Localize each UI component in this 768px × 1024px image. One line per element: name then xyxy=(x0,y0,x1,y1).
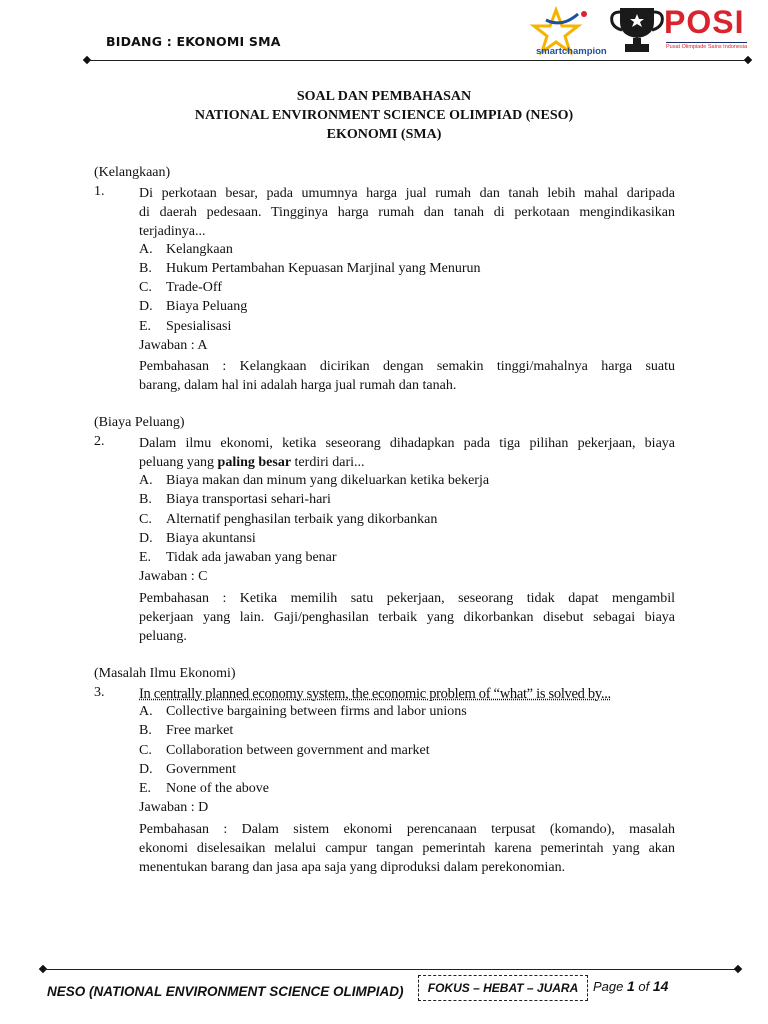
footer-title: NESO (NATIONAL ENVIRONMENT SCIENCE OLIMPIAD) xyxy=(47,984,404,999)
q1-text-line3: terjadinya... xyxy=(139,224,206,239)
doc-title-line3: EKONOMI (SMA) xyxy=(326,127,442,142)
doc-title-line1: SOAL DAN PEMBAHASAN xyxy=(296,89,472,104)
posi-tagline: Pusat Olimpiade Sains Indonesia xyxy=(666,44,748,50)
q1-option-d: D. Biaya Peluang xyxy=(139,299,248,314)
q2-category: (Biaya Peluang) xyxy=(94,415,185,430)
q3-option-a: A. Collective bargaining between firms and labor unions xyxy=(139,704,467,719)
footer-motto: FOKUS – HEBAT – JUARA xyxy=(418,975,588,1001)
posi-wordmark: POSI xyxy=(664,4,745,40)
q1-option-b: B. Hukum Pertambahan Kepuasan Marjinal yang Menurun xyxy=(139,261,481,276)
q1-option-c: C. Trade-Off xyxy=(139,280,222,295)
q3-answer: Jawaban : D xyxy=(139,800,209,815)
doc-title-line2: NATIONAL ENVIRONMENT SCIENCE OLIMPIAD (NESO) xyxy=(194,108,574,123)
q3-category: (Masalah Ilmu Ekonomi) xyxy=(94,666,236,681)
q2-text-line1: Dalam ilmu ekonomi, ketika seseorang dihadapkan pada tiga pilihan pekerjaan, biaya xyxy=(139,436,675,451)
smartchampion-wordmark: smartchampion xyxy=(536,46,607,57)
q3-number: 3. xyxy=(94,685,105,700)
q2-emphasis: paling besar xyxy=(217,455,292,470)
q3-text-line1: In centrally planned economy system, the economic problem of “what” is solved by... xyxy=(139,686,611,702)
q2-text-line2: peluang yang paling besar terdiri dari... xyxy=(139,455,365,470)
q3-explanation-line1: Pembahasan : Dalam sistem ekonomi perencanaan terpusat (komando), masalah xyxy=(139,822,675,837)
q2-option-b: B. Biaya transportasi sehari-hari xyxy=(139,492,331,507)
page-total: 14 xyxy=(652,978,669,994)
smartchampion-logo xyxy=(528,6,608,58)
q1-text-line1: Di perkotaan besar, pada umumnya harga jual rumah dan tanah lebih mahal daripada xyxy=(139,186,675,201)
q2-explanation-line2: pekerjaan yang lain. Gaji/penghasilan terbaik yang dikorbankan disebut sebagai biaya xyxy=(139,610,675,625)
q1-answer: Jawaban : A xyxy=(139,338,208,353)
q2-number: 2. xyxy=(94,434,105,449)
footer-rule xyxy=(44,969,738,970)
trophy-icon xyxy=(608,4,666,56)
q1-explanation-line2: barang, dalam hal ini adalah harga jual rumah dan tanah. xyxy=(139,378,457,393)
q3-option-b: B. Free market xyxy=(139,723,234,738)
q2-option-e: E. Tidak ada jawaban yang benar xyxy=(139,550,337,565)
q1-number: 1. xyxy=(94,184,105,199)
q1-option-e: E. Spesialisasi xyxy=(139,319,232,334)
q2-option-c: C. Alternatif penghasilan terbaik yang dikorbankan xyxy=(139,512,438,527)
q2-option-d: D. Biaya akuntansi xyxy=(139,531,256,546)
footer-rule-right-diamond xyxy=(734,965,742,973)
header-rule xyxy=(88,60,748,61)
page-indicator: Page 1 of 14 xyxy=(593,978,669,994)
q3-option-d: D. Government xyxy=(139,762,236,777)
q1-category: (Kelangkaan) xyxy=(94,165,171,180)
q3-option-e: E. None of the above xyxy=(139,781,270,796)
q3-option-c: C. Collaboration between government and market xyxy=(139,743,430,758)
header-field: BIDANG : EKONOMI SMA xyxy=(106,34,281,49)
posi-logo xyxy=(608,4,756,58)
q2-explanation-line3: peluang. xyxy=(139,629,187,644)
page-current: 1 xyxy=(627,978,635,994)
q1-text-line2: di daerah pedesaan. Tingginya harga rumah dan tanah di perkotaan mengindikasikan xyxy=(139,205,675,220)
q3-explanation-line3: menentukan barang dan jasa apa saja yang diproduksi dalam perekonomian. xyxy=(139,860,566,875)
q1-explanation-line1: Pembahasan : Kelangkaan dicirikan dengan semakin tinggi/mahalnya harga suatu xyxy=(139,359,675,374)
q2-option-a: A. Biaya makan dan minum yang dikeluarkan ketika bekerja xyxy=(139,473,490,488)
q2-answer: Jawaban : C xyxy=(139,569,208,584)
q3-explanation-line2: ekonomi diselesaikan melalui campur tangan pemerintah karena pemerintah yang akan xyxy=(139,841,675,856)
q1-option-a: A. Kelangkaan xyxy=(139,242,233,257)
q2-explanation-line1: Pembahasan : Ketika memilih satu pekerjaan, seseorang tidak dapat mengambil xyxy=(139,591,675,606)
